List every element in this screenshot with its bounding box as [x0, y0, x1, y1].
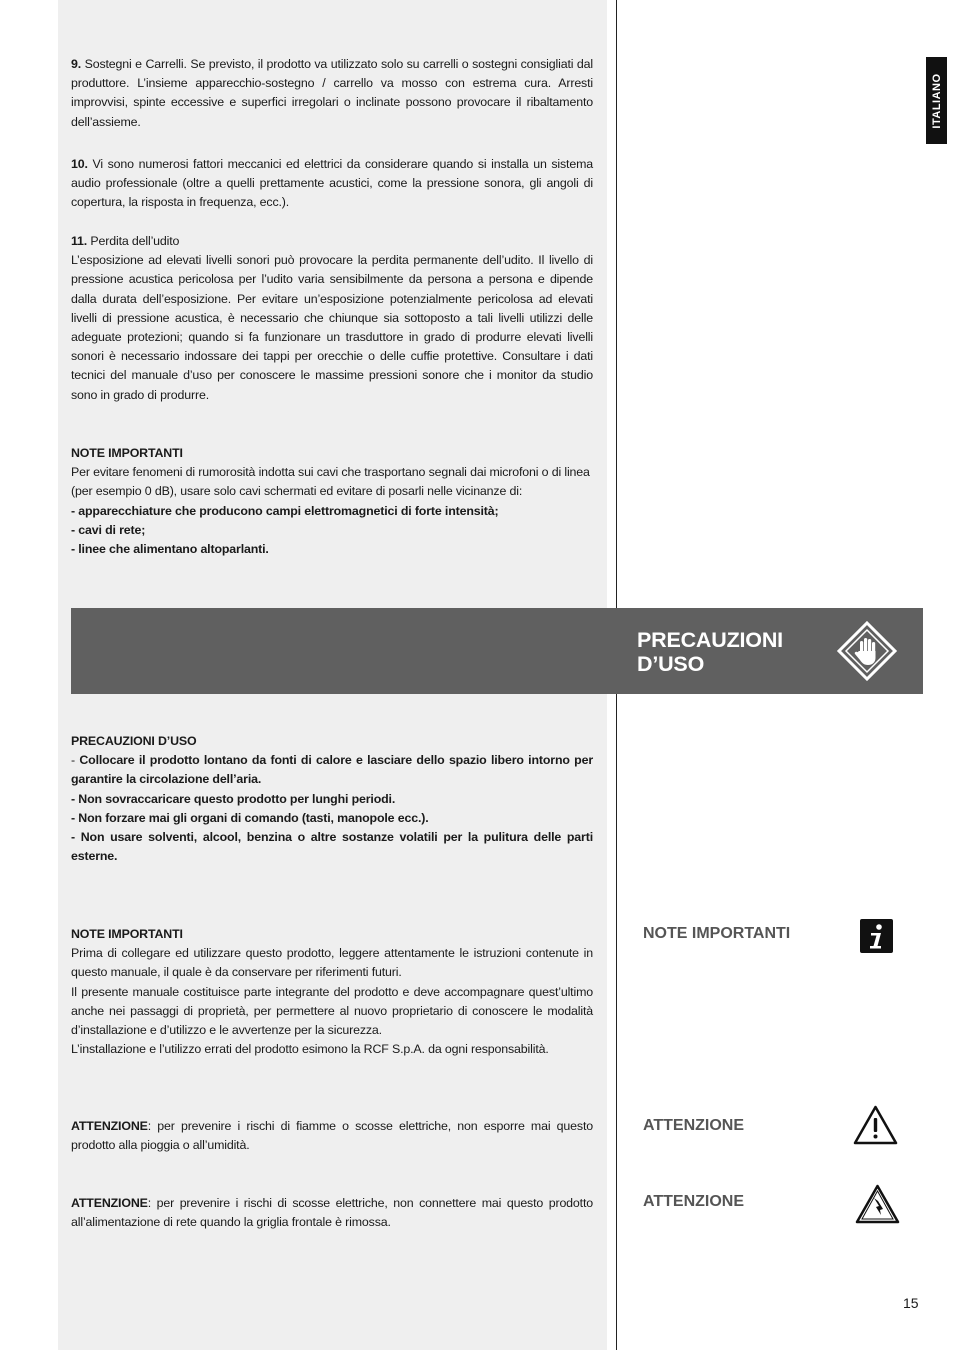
note-2-paragraph: Prima di collegare ed utilizzare questo prodotto, leggere attentamente le istruzioni contenute in questo manuale, il quale è da conservare per riferimenti futuri. — [71, 946, 593, 980]
section-9-text: Sostegni e Carrelli. Se previsto, il prodotto va utilizzato solo su carrelli o sostegni consigliati dal produttore. L’insieme apparecchio-sostegno / carrello va mosso con estrema cura. Arresti improvvisi, spinte eccessive e superfici irregolari o inclinate possono provocare il ribaltamento dell’assieme. — [71, 57, 593, 129]
section-11 — [71, 232, 593, 405]
warning-section-2 — [71, 1194, 593, 1232]
section-9 — [71, 55, 593, 132]
hand-stop-icon — [837, 621, 897, 681]
section-10-number: 10. — [71, 157, 88, 171]
banner-title — [637, 628, 783, 676]
precautions-item: Collocare il prodotto lontano da fonti di calore e lasciare dello spazio libero intorno per garantire la circolazione dell’aria. — [71, 753, 593, 787]
note-1-item: - apparecchiature che producono campi elettromagnetici di forte intensità; — [71, 503, 499, 518]
page-number: 15 — [903, 1295, 919, 1311]
section-10 — [71, 155, 593, 213]
banner-title-line-2: D’USO — [637, 652, 705, 676]
precautions-heading: PRECAUZIONI D’USO — [71, 734, 197, 748]
banner-title-line-1: PRECAUZIONI — [637, 628, 783, 652]
precautions-item: - Non usare solventi, alcool, benzina o altre sostanze volatili per la pulitura delle parti esterne. — [71, 830, 593, 864]
section-10-text: Vi sono numerosi fattori meccanici ed elettrici da considerare quando si installa un sistema audio professionale (oltre a quelli prettamente acustici, come la pressione sonora, gli angoli di copertura, la risposta in frequenza, ecc.). — [71, 157, 593, 210]
warning-triangle-icon — [853, 1105, 898, 1145]
note-1-heading: NOTE IMPORTANTI — [71, 446, 183, 460]
side-label-warning-2: ATTENZIONE — [643, 1193, 745, 1210]
side-label-warning-1: ATTENZIONE — [643, 1117, 745, 1134]
section-11-title: Perdita dell’udito — [90, 234, 180, 248]
warning-section-1 — [71, 1117, 593, 1155]
section-9-number: 9. — [71, 57, 82, 71]
note-section-2 — [71, 925, 593, 1059]
precautions-item: - Non forzare mai gli organi di comando (tasti, manopole ecc.). — [71, 810, 429, 825]
note-2-paragraph: Il presente manuale costituisce parte integrante del prodotto e deve accompagnare quest’ultimo anche nei passaggi di proprietà, per permettere al nuovo proprietario di conoscere le modalità d’installazione e d’utilizzo e le avvertenze per la sicurezza. — [71, 984, 593, 1038]
section-11-number: 11. — [71, 234, 88, 248]
warning-1-label: ATTENZIONE — [71, 1119, 148, 1133]
language-tab — [926, 57, 947, 144]
section-banner — [71, 608, 923, 694]
language-tab-label: ITALIANO — [930, 72, 943, 129]
precautions-dash: - — [71, 753, 75, 768]
warning-2-text: : per prevenire i rischi di scosse elettriche, non connettere mai questo prodotto all’alimentazione di rete quando la griglia frontale è rimossa. — [71, 1196, 593, 1230]
warning-2-label: ATTENZIONE — [71, 1196, 148, 1210]
warning-1-text: : per prevenire i rischi di fiamme o scosse elettriche, non esporre mai questo prodotto alla pioggia o all’umidità. — [71, 1119, 593, 1153]
note-section-1 — [71, 444, 593, 559]
info-icon — [860, 919, 893, 953]
precautions-item: - Non sovraccaricare questo prodotto per lunghi periodi. — [71, 791, 396, 806]
note-2-paragraph: L’installazione e l’utilizzo errati del prodotto esimono la RCF S.p.A. da ogni responsabilità. — [71, 1042, 549, 1057]
precautions-section — [71, 732, 593, 866]
electric-shock-icon — [855, 1184, 900, 1224]
note-1-item: - cavi di rete; — [71, 522, 146, 537]
note-2-heading: NOTE IMPORTANTI — [71, 927, 183, 941]
side-label-note: NOTE IMPORTANTI — [643, 925, 791, 942]
note-1-intro: Per evitare fenomeni di rumorosità indotta sui cavi che trasportano segnali dai microfoni o di linea (per esempio 0 dB), usare solo cavi schermati ed evitare di posarli nelle vicinanze di: — [71, 465, 590, 499]
note-1-item: - linee che alimentano altoparlanti. — [71, 542, 269, 557]
section-11-text: L’esposizione ad elevati livelli sonori può provocare la perdita permanente dell’udito. Il livello di pressione acustica pericolosa per l’udito varia sensibilmente da persona a persona e dipende dalla durata dell’esposizione. Per evitare un’esposizione potenzialmente pericolosa ad elevati livelli di pressione acustica, è necessario che chiunque sia sottoposto a tali livelli utilizzi delle adeguate protezioni; quando si fa funzionare un trasduttore in grado di produrre elevati livelli sonori è necessario indossare dei tappi per orecchie o delle cuffie protettive. Consultare i dati tecnici del manuale d’uso per conoscere le massime pressioni sonore che i monitor da studio sono in grado di produrre. — [71, 253, 593, 402]
